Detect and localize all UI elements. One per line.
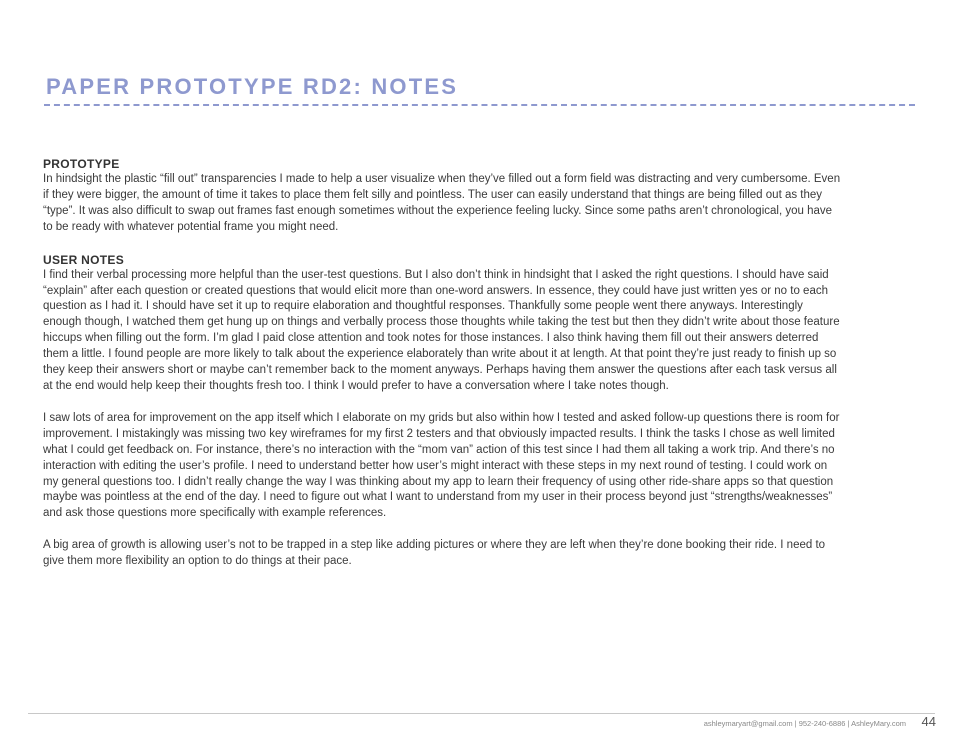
title-divider (44, 104, 915, 106)
user-notes-paragraph-2: I saw lots of area for improvement on the app itself which I elaborate on my grids but also within how I tested and asked follow-up questions there is room for improvement. I mistakingly was missing two key wireframes for my first 2 testers and that obviously impacted results. I think the tasks I chose as well limited what I could get feedback on. For instance, there’s no interaction with the “mom van” action of this test since I had them all taking a work trip. And there’s no interaction with editing the user’s profile. I need to understand better how user’s might interact with these steps in my next round of testing. I could work on my general questions too. I didn’t really change the way I was thinking about my app to learn their frequency of using other ride-share apps so that question maybe was pointless at the end of the day. I need to figure out what I want to understand from my user in their process beyond just “strengths/weaknesses” and ask those questions more specifically with example references. (43, 411, 840, 520)
prototype-paragraph: In hindsight the plastic “fill out” transparencies I made to help a user visualize when they’ve filled out a form field was distracting and very cumbersome. Even if they were bigger, the amount of time it takes to place them felt silly and pointless. The user can easily understand that things are being filled out as they “type”. It was also difficult to swap out frames fast enough sometimes without the experience feeling lucky. Since some paths aren’t chronological, you have to be ready with whatever potential frame you might need. (43, 173, 841, 233)
page-content (43, 156, 843, 570)
page-number: 44 (921, 714, 936, 729)
user-notes-heading: USER NOTES (43, 252, 125, 267)
footer-contact: ashleymaryart@gmail.com | 952-240-6886 | AshleyMary.com (703, 719, 906, 728)
user-notes-paragraph-3: A big area of growth is allowing user’s not to be trapped in a step like adding pictures or where they are left when they’re done booking their ride. I need to give them more flexibility an option to do things at their pace. (43, 539, 826, 568)
prototype-section (43, 156, 843, 236)
footer-divider (28, 713, 935, 714)
user-notes-paragraph-1: I find their verbal processing more helpful than the user-test questions. But I also don’t think in hindsight that I asked the right questions. I should have said “explain” after each question or created questions that would elicit more than one-word answers. In essence, they could have just written yes or no to each question as I had it. I should have set it up to require elaboration and thoughtful responses. Thankfully some people went there anyways. Interestingly enough though, I watched them get hung up on things and verbally process those thoughts while taking the test but then they didn’t write about those feature hiccups when filling out the form. I’m glad I paid close attention and took notes for those instances. I also think having them fill out their answers deterred them a little. I found people are more likely to talk about the experience elaborately than write about it at length. At that point they’re just ready to finish up so they keep their answers short or maybe can’t remember back to the moment anyways. Perhaps having them answer the questions after each task versus all at the end would help keep their thoughts fresh too. I think I would prefer to have a conversation where I take notes though. (43, 268, 840, 392)
page-title: PAPER PROTOTYPE RD2: NOTES (46, 74, 459, 99)
prototype-heading: PROTOTYPE (43, 157, 120, 171)
user-notes-section (43, 252, 843, 570)
